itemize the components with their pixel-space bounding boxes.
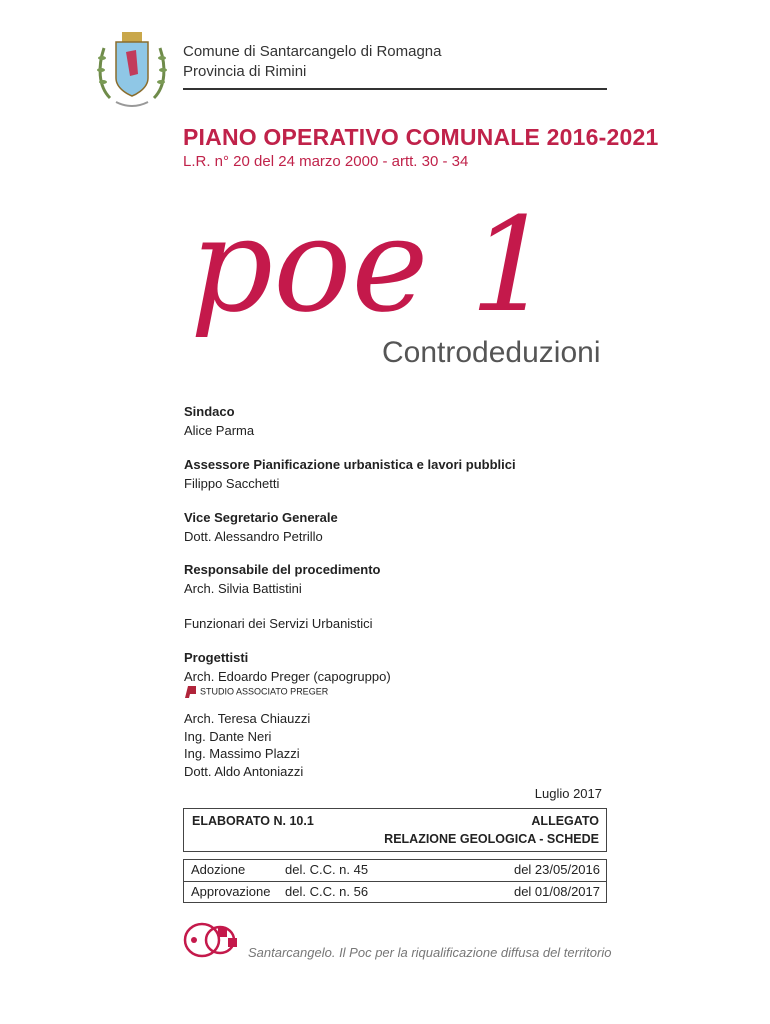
poe-logo-text: poe 1: [190, 205, 553, 341]
document-title: PIANO OPERATIVO COMUNALE 2016-2021: [183, 124, 659, 150]
table-row: [184, 882, 606, 903]
document-subtitle: L.R. n° 20 del 24 marzo 2000 - artt. 30 - 34: [183, 153, 469, 170]
role-sindaco: [184, 402, 254, 440]
approval-date: del 01/08/2017: [513, 884, 600, 899]
role-name: Arch. Silvia Battistini: [184, 581, 302, 596]
team-member: Ing. Dante Neri: [184, 728, 272, 744]
approval-phase: Adozione: [191, 862, 246, 877]
coat-of-arms-icon: [96, 28, 168, 112]
role-funzionari: [184, 614, 373, 633]
approvals-table: [183, 859, 607, 903]
studio-mark-icon: [184, 686, 196, 698]
elaborato-allegato: ALLEGATO: [531, 814, 599, 828]
role-vice-segretario: [184, 508, 338, 546]
table-row: [184, 860, 606, 882]
role-name: Funzionari dei Servizi Urbanistici: [184, 616, 373, 631]
role-progettisti: [184, 648, 391, 686]
approval-phase: Approvazione: [191, 884, 271, 899]
document-date: Luglio 2017: [534, 786, 602, 801]
role-label: Vice Segretario Generale: [184, 510, 338, 525]
approval-act: del. C.C. n. 45: [285, 862, 369, 877]
elaborato-box: [183, 808, 607, 852]
elaborato-description: RELAZIONE GEOLOGICA - SCHEDE: [384, 832, 599, 846]
footer-tagline: Santarcangelo. Il Poc per la riqualificazione diffusa del territorio: [248, 945, 612, 960]
studio-name: STUDIO ASSOCIATO PREGER: [200, 686, 329, 697]
role-name: Alice Parma: [184, 423, 255, 438]
role-name: Filippo Sacchetti: [184, 476, 280, 491]
document-type: Controdeduzioni: [382, 336, 601, 369]
studio-logo: [184, 686, 328, 698]
approval-date: del 23/05/2016: [513, 862, 600, 877]
poc-logo-icon: [182, 918, 242, 962]
role-assessore: [184, 455, 516, 493]
elaborato-number: ELABORATO N. 10.1: [192, 814, 314, 828]
role-name: Arch. Edoardo Preger (capogruppo): [184, 669, 391, 684]
approval-act: del. C.C. n. 56: [285, 884, 369, 899]
municipality-name: Comune di Santarcangelo di Romagna: [183, 43, 442, 60]
role-label: Sindaco: [184, 404, 235, 419]
role-label: Responsabile del procedimento: [184, 562, 381, 577]
role-name: Dott. Alessandro Petrillo: [184, 529, 323, 544]
header-divider: [183, 88, 607, 90]
team-list: [184, 710, 310, 780]
role-responsabile: [184, 560, 381, 598]
role-label: Progettisti: [184, 650, 249, 665]
team-member: Arch. Teresa Chiauzzi: [184, 711, 311, 726]
province-name: Provincia di Rimini: [183, 63, 307, 80]
team-member: Ing. Massimo Plazzi: [184, 746, 300, 761]
role-label: Assessore Pianificazione urbanistica e lavori pubblici: [184, 457, 516, 472]
team-member: Dott. Aldo Antoniazzi: [184, 763, 304, 779]
